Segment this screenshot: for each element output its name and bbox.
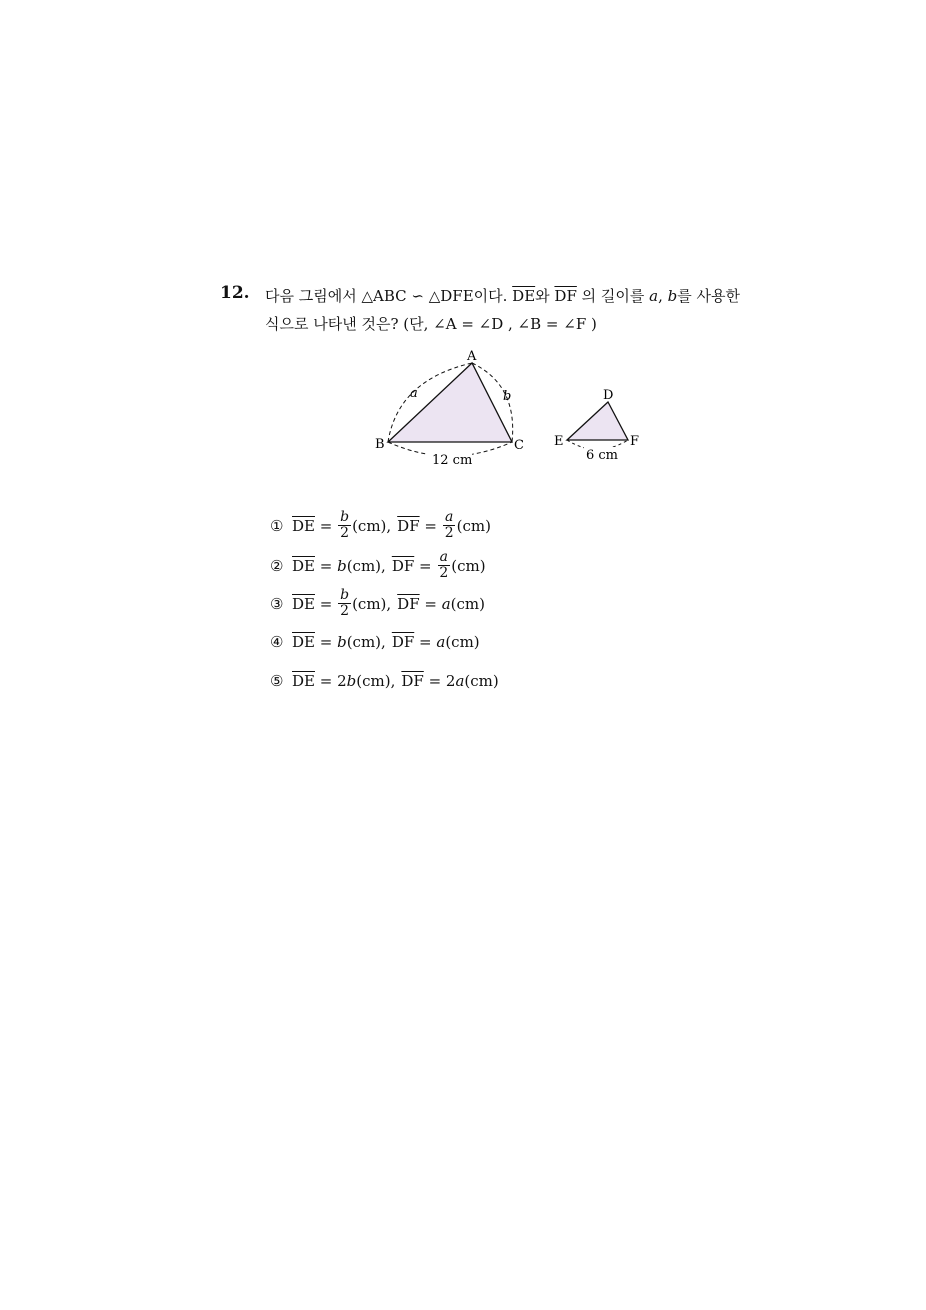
variable: a xyxy=(436,633,446,651)
question-text: 의 길이를 xyxy=(576,287,650,305)
fraction: $\frac{b}{2}$ xyxy=(340,587,350,619)
unit: (cm), xyxy=(356,672,396,690)
unit: (cm), xyxy=(346,556,386,575)
choice-mark: ⑤ xyxy=(270,672,284,690)
segment-de: $\overline{DE}$ xyxy=(292,516,315,535)
choice-4[interactable] xyxy=(270,633,480,651)
unit: (cm) xyxy=(456,516,491,535)
base-length-bc: 12 cm xyxy=(432,453,473,468)
equals: = xyxy=(314,672,338,690)
variable: a xyxy=(455,672,465,690)
segment-de: $\overline{DE}$ xyxy=(292,633,315,651)
segment-df: $\overline{DF}$ xyxy=(391,633,415,651)
equals: = xyxy=(314,556,338,575)
coefficient: 2 xyxy=(337,672,347,690)
segment-df: $\overline{DF}$ xyxy=(401,672,424,690)
equals: = xyxy=(423,672,446,690)
segment-de: $\overline{DE}$ xyxy=(292,672,315,690)
problem-number: 12. xyxy=(220,283,250,303)
segment-df: $\overline{DF}$ xyxy=(397,594,420,613)
equals: = xyxy=(419,516,442,535)
variable: b xyxy=(337,556,347,575)
coefficient: 2 xyxy=(445,672,456,690)
segment-df: $\overline{DF}$ xyxy=(391,556,415,575)
choice-5[interactable] xyxy=(270,672,499,690)
question-line-1 xyxy=(265,285,740,306)
equals: = xyxy=(314,633,338,651)
vertex-label-f: F xyxy=(630,434,640,449)
comma: , xyxy=(658,287,668,305)
segment-df: $\overline{DF}$ xyxy=(554,287,577,305)
variable-b: b xyxy=(667,287,678,305)
fraction: $\frac{a}{2}$ xyxy=(444,509,454,541)
equals: = xyxy=(414,556,437,575)
variable: b xyxy=(346,672,357,690)
vertex-label-e: E xyxy=(554,434,564,449)
vertex-label-d: D xyxy=(603,388,614,403)
vertex-label-c: C xyxy=(514,438,524,453)
equals: = xyxy=(414,633,437,651)
choice-2[interactable] xyxy=(270,550,486,581)
fraction: $\frac{b}{2}$ xyxy=(340,509,350,541)
choice-mark: ③ xyxy=(270,594,284,613)
triangle-dfe xyxy=(567,402,628,440)
segment-de: $\overline{DE}$ xyxy=(292,556,315,575)
variable-a: a xyxy=(649,287,659,305)
question-line-2: 식으로 나타낸 것은? (단, ∠A = ∠D , ∠B = ∠F ) xyxy=(265,315,597,333)
segment-de: $\overline{DE}$ xyxy=(512,287,536,305)
segment-df: $\overline{DF}$ xyxy=(397,516,420,535)
unit: (cm), xyxy=(346,633,386,651)
question-text: 다음 그림에서 △ABC ∽ △DFE이다. xyxy=(265,287,513,305)
triangle-figure xyxy=(370,345,650,475)
fraction: $\frac{a}{2}$ xyxy=(439,549,449,581)
choice-1[interactable] xyxy=(270,510,491,541)
unit: (cm) xyxy=(450,594,486,613)
base-length-ef: 6 cm xyxy=(586,448,619,463)
variable: a xyxy=(441,594,451,613)
unit: (cm) xyxy=(451,556,486,575)
unit: (cm), xyxy=(352,594,392,613)
unit: (cm), xyxy=(352,516,392,535)
triangle-abc xyxy=(388,363,512,442)
equals: = xyxy=(314,516,338,535)
question-text: 를 사용한 xyxy=(677,287,740,305)
unit: (cm) xyxy=(464,672,499,690)
segment-de: $\overline{DE}$ xyxy=(292,594,315,613)
side-label-a: a xyxy=(410,386,418,401)
unit: (cm) xyxy=(445,633,480,651)
vertex-label-b: B xyxy=(375,437,385,452)
question-text: 와 xyxy=(535,287,555,305)
choice-mark: ① xyxy=(270,516,284,535)
choice-mark: ② xyxy=(270,556,284,575)
choice-3[interactable] xyxy=(270,588,485,619)
equals: = xyxy=(314,594,338,613)
equals: = xyxy=(419,594,442,613)
variable: b xyxy=(337,633,347,651)
side-label-b: b xyxy=(503,389,512,404)
vertex-label-a: A xyxy=(467,349,477,364)
choice-mark: ④ xyxy=(270,633,284,651)
